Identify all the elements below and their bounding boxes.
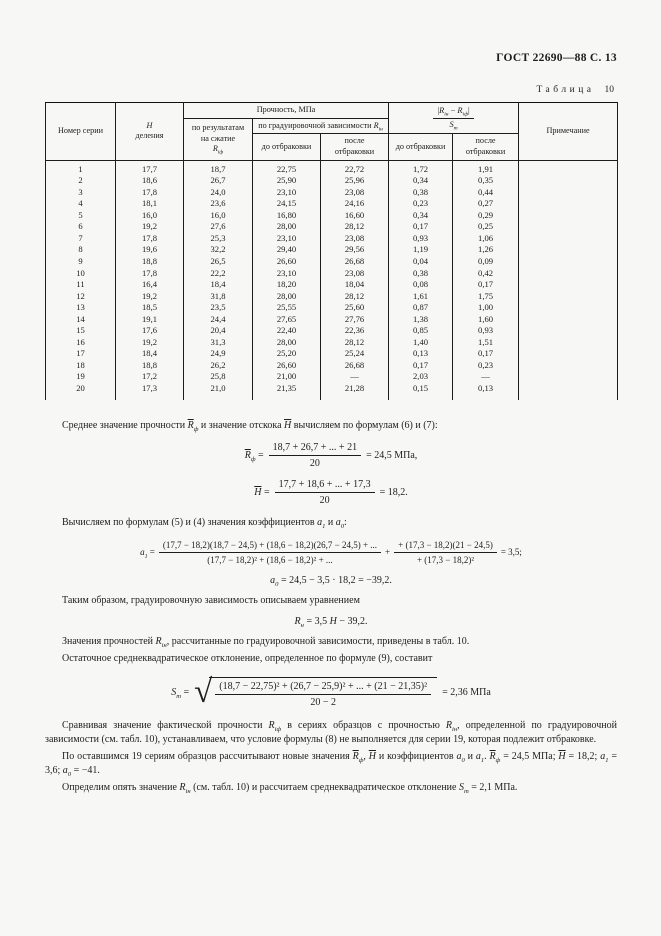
page-title: ГОСТ 22690—88 С. 13	[496, 52, 617, 64]
col-header-ratio	[389, 103, 519, 134]
table-row	[46, 256, 618, 268]
table-cell	[519, 268, 618, 280]
table-row	[46, 348, 618, 360]
table-row	[46, 187, 618, 199]
table-cell: 1,38	[389, 314, 453, 326]
table-cell: 28,12	[321, 221, 389, 233]
table-row	[46, 383, 618, 400]
table-cell: 25,3	[184, 233, 253, 245]
table-cell: 1,61	[389, 291, 453, 303]
table-cell	[519, 291, 618, 303]
table-cell: 17	[46, 348, 116, 360]
table-cell: 0,17	[389, 221, 453, 233]
col-header-series: Номер серии	[46, 103, 116, 161]
table-cell: 31,3	[184, 337, 253, 349]
table-cell: 0,38	[389, 268, 453, 280]
table-cell: 21,00	[253, 371, 321, 383]
paragraph-comparison: Сравнивая значение фактической прочности $R_{iф}$ в сериях образцов с прочностью $R_{iн}$, определенной по градуировочной зависимости (см. табл. 10), устанавливаем, что условие формулы (8) не выполняется для серии 19, которая подлежит отбраковке.	[45, 719, 617, 746]
table-cell	[519, 360, 618, 372]
table-cell: 16,4	[116, 279, 184, 291]
table-cell	[519, 279, 618, 291]
table-header	[46, 103, 618, 161]
table-cell: 28,12	[321, 291, 389, 303]
table-cell: 18,8	[116, 256, 184, 268]
table-caption-number: 10	[604, 85, 614, 95]
table-cell: 0,27	[453, 198, 519, 210]
data-table	[45, 102, 618, 400]
table-cell: 14	[46, 314, 116, 326]
table-cell: 0,25	[453, 221, 519, 233]
table-cell: 26,60	[253, 256, 321, 268]
formula-result: = 2,36 МПа	[442, 686, 491, 698]
formula-lhs: $S_т$ =	[171, 686, 190, 700]
table-cell: 18,4	[116, 348, 184, 360]
col-header-note: Примечание	[519, 103, 618, 161]
table-row	[46, 244, 618, 256]
table-cell: 16,0	[184, 210, 253, 222]
table-cell: 8	[46, 244, 116, 256]
table-cell: 19,6	[116, 244, 184, 256]
table-cell: 27,6	[184, 221, 253, 233]
table-cell: 23,10	[253, 268, 321, 280]
table-cell: 23,6	[184, 198, 253, 210]
table-cell: 25,24	[321, 348, 389, 360]
table-row	[46, 198, 618, 210]
table-cell	[519, 187, 618, 199]
table-cell: 21,28	[321, 383, 389, 400]
formula-mean-rf	[45, 442, 617, 469]
table-cell: 0,35	[453, 175, 519, 187]
paragraph-new-values: По оставшимся 19 сериям образцов рассчитывают новые значения $\overline{R}_ф$, Н и коэффициентов $a_0$ и $a_1$. $\overline{R}_ф = 24,5$ МПа; Н = 18,2; $a_1 = 3,6$; $a_0 = -41$.	[45, 750, 618, 779]
table-cell: 20,4	[184, 325, 253, 337]
table-cell: 0,93	[453, 325, 519, 337]
table-row	[46, 337, 618, 349]
table-cell: 26,68	[321, 360, 389, 372]
col-header-after-1: после отбраковки	[321, 134, 389, 160]
table-cell: 19,1	[116, 314, 184, 326]
table-cell: 17,8	[116, 187, 184, 199]
table-cell: 23,5	[184, 302, 253, 314]
table-cell: 22,2	[184, 268, 253, 280]
table-cell: 25,90	[253, 175, 321, 187]
paragraph-equation-intro: Таким образом, градуировочную зависимость описываем уравнением	[62, 594, 360, 606]
radical-sign: √	[194, 673, 213, 710]
table-cell: 17,6	[116, 325, 184, 337]
table-cell: 23,08	[321, 268, 389, 280]
table-cell: 24,15	[253, 198, 321, 210]
table-cell: 27,65	[253, 314, 321, 326]
col-header-before-2: до отбраковки	[389, 134, 453, 160]
table-cell: 19,2	[116, 291, 184, 303]
table-cell: 26,7	[184, 175, 253, 187]
table-cell: 6	[46, 221, 116, 233]
table-cell: 18,04	[321, 279, 389, 291]
table-cell: 25,55	[253, 302, 321, 314]
table-cell: 26,68	[321, 256, 389, 268]
fraction: $\frac{17,7 + 18,6 + ... + 17,3}{20}$	[275, 479, 375, 506]
table-cell: —	[453, 371, 519, 383]
table-cell: 16	[46, 337, 116, 349]
table-cell	[519, 302, 618, 314]
table-row	[46, 325, 618, 337]
table-cell: 1,91	[453, 160, 519, 175]
table-cell	[519, 337, 618, 349]
table-cell: 1,19	[389, 244, 453, 256]
table-cell: 18,8	[116, 360, 184, 372]
table-cell: 16,80	[253, 210, 321, 222]
table-cell: 0,15	[389, 383, 453, 400]
table-cell: 1,75	[453, 291, 519, 303]
table-cell: 0,38	[389, 187, 453, 199]
table-row	[46, 360, 618, 372]
square-root	[194, 673, 437, 710]
table-cell: 5	[46, 210, 116, 222]
paragraph-final: Определим опять значение $R_{iн}$ (см. табл. 10) и рассчитаем среднеквадратическое отклонение $S_т = 2,1$ МПа.	[62, 781, 518, 795]
table-cell: 0,17	[453, 348, 519, 360]
table-cell	[519, 325, 618, 337]
paragraph-table-values: Значения прочностей $R_{iн}$, рассчитанные по градуировочной зависимости, приведены в табл. 10.	[62, 636, 470, 650]
table-cell: 12	[46, 291, 116, 303]
table-cell: 16,0	[116, 210, 184, 222]
table-cell	[519, 198, 618, 210]
table-cell	[519, 383, 618, 400]
table-row	[46, 233, 618, 245]
table-cell: 11	[46, 279, 116, 291]
table-cell: 17,2	[116, 371, 184, 383]
table-cell	[519, 371, 618, 383]
table-cell: 2,03	[389, 371, 453, 383]
table-cell: 0,85	[389, 325, 453, 337]
col-header-compress: по результатам на сжатие $R_{iф}$	[184, 118, 253, 160]
formula-lhs: Н =	[254, 487, 270, 499]
table-cell: 24,9	[184, 348, 253, 360]
table-cell: 9	[46, 256, 116, 268]
formula-result: = 18,2.	[379, 487, 408, 499]
table-cell: 0,08	[389, 279, 453, 291]
table-cell: 17,8	[116, 233, 184, 245]
table-cell: 17,7	[116, 160, 184, 175]
table-row	[46, 314, 618, 326]
table-cell: 15	[46, 325, 116, 337]
table-body	[46, 160, 618, 399]
table-cell: 29,56	[321, 244, 389, 256]
table-row	[46, 175, 618, 187]
table-cell: 0,42	[453, 268, 519, 280]
table-cell: 1,72	[389, 160, 453, 175]
table-cell: 17,3	[116, 383, 184, 400]
table-cell: 1,51	[453, 337, 519, 349]
col-header-after-2: после отбраковки	[453, 134, 519, 160]
table-cell: 4	[46, 198, 116, 210]
table-cell: 32,2	[184, 244, 253, 256]
fraction: $\frac{+ (17,3 - 18,2)(21 - 24,5)}{\text{+ (17,3 − 18,2)²}}$	[394, 540, 497, 565]
table-cell	[519, 221, 618, 233]
table-cell	[519, 210, 618, 222]
fraction: (17,7 − 18,2)(18,7 − 24,5) + (18,6 − 18,2)(26,7 − 24,5) + ... (17,7 − 18,2)² + (18,6 − 18,2)² + ...	[159, 540, 381, 565]
formula-rn: $R_н = 3,5$ Н − 39,2.	[294, 616, 368, 630]
table-cell: 25,20	[253, 348, 321, 360]
table-cell: 13	[46, 302, 116, 314]
paragraph-mean-intro: Среднее значение прочности $\overline{R}_ф$ и значение отскока Н вычисляем по формулам (6) и (7):	[62, 419, 438, 433]
col-header-before-1: до отбраковки	[253, 134, 321, 160]
table-cell: 0,23	[453, 360, 519, 372]
table-cell: 1,06	[453, 233, 519, 245]
table-caption	[45, 85, 614, 95]
table-cell	[519, 314, 618, 326]
table-cell: 0,17	[389, 360, 453, 372]
table-cell: 26,60	[253, 360, 321, 372]
table-cell: 18,1	[116, 198, 184, 210]
ratio-numerator: $|R_{iн} - R_{iф}|$	[433, 106, 473, 119]
fraction: $\frac{18,7 + 26,7 + ... + 21}{20}$	[269, 442, 361, 469]
ratio-denominator: $S_т$	[449, 119, 458, 132]
table-cell: 25,60	[321, 302, 389, 314]
table-row	[46, 291, 618, 303]
table-cell: 0,44	[453, 187, 519, 199]
table-cell: 3	[46, 187, 116, 199]
table-cell: 18,5	[116, 302, 184, 314]
table-cell: 28,12	[321, 337, 389, 349]
table-cell: 0,93	[389, 233, 453, 245]
table-cell: 10	[46, 268, 116, 280]
table-cell: 22,40	[253, 325, 321, 337]
table-cell: 16,60	[321, 210, 389, 222]
table-cell: 1,26	[453, 244, 519, 256]
square-root-body	[209, 677, 437, 708]
table-cell: 29,40	[253, 244, 321, 256]
table-cell	[519, 244, 618, 256]
table-cell: 18,20	[253, 279, 321, 291]
table-cell: 1,60	[453, 314, 519, 326]
table-cell: 1,40	[389, 337, 453, 349]
table-cell	[519, 175, 618, 187]
table-row	[46, 279, 618, 291]
table-row	[46, 268, 618, 280]
table-cell: 1,00	[453, 302, 519, 314]
table-cell: —	[321, 371, 389, 383]
table-row	[46, 210, 618, 222]
paragraph-deviation-intro: Остаточное среднеквадратическое отклонение, определенное по формуле (9), составит	[62, 652, 433, 664]
table-cell: 24,4	[184, 314, 253, 326]
table-cell: 22,36	[321, 325, 389, 337]
table-cell: 19,2	[116, 337, 184, 349]
table-cell: 23,08	[321, 187, 389, 199]
table-cell: 28,00	[253, 291, 321, 303]
table-cell: 17,8	[116, 268, 184, 280]
table-cell: 18	[46, 360, 116, 372]
table-cell: 1	[46, 160, 116, 175]
table-cell: 19	[46, 371, 116, 383]
formula-result: = 24,5 МПа,	[366, 450, 418, 462]
table-cell: 0,13	[389, 348, 453, 360]
table-cell: 28,00	[253, 337, 321, 349]
table-row	[46, 371, 618, 383]
table-cell: 0,29	[453, 210, 519, 222]
ratio-fraction	[433, 106, 473, 131]
formula-a1	[45, 540, 617, 565]
table-cell: 7	[46, 233, 116, 245]
formula-st	[45, 673, 617, 710]
table-cell: 25,8	[184, 371, 253, 383]
table-cell: 25,96	[321, 175, 389, 187]
table-cell	[519, 160, 618, 175]
table-cell: 23,10	[253, 187, 321, 199]
table-row	[46, 160, 618, 175]
table-cell	[519, 256, 618, 268]
table-cell: 24,16	[321, 198, 389, 210]
table-cell: 0,34	[389, 210, 453, 222]
table-cell: 19,2	[116, 221, 184, 233]
paragraph-coefficients-intro: Вычисляем по формулам (5) и (4) значения коэффициентов $a_1$ и $a_0$:	[62, 517, 347, 531]
table-cell: 20	[46, 383, 116, 400]
formula-mean-h	[45, 479, 617, 506]
formula-lhs: $a_1$ =	[140, 547, 155, 561]
table-cell: 28,00	[253, 221, 321, 233]
table-cell: 23,08	[321, 233, 389, 245]
formula-a0: $a_0 = 24,5 - 3,5 \cdot 18,2 = -39,2$.	[270, 574, 392, 588]
table-cell	[519, 348, 618, 360]
table-cell: 27,76	[321, 314, 389, 326]
table-cell: 24,0	[184, 187, 253, 199]
table-cell: 26,2	[184, 360, 253, 372]
table-cell: 0,04	[389, 256, 453, 268]
table-cell: 18,6	[116, 175, 184, 187]
table-caption-word: Таблица	[536, 85, 595, 95]
formula-lhs: $\overline{R}_ф$ =	[244, 450, 264, 464]
fraction: $\frac{\text{(18,7 − 22,75)² + (26,7 − 25,9)² + ... + (21 − 21,35)²}}{20 - 2}$	[215, 681, 431, 708]
col-header-strength-group: Прочность, МПа	[184, 103, 389, 119]
table-cell: 0,34	[389, 175, 453, 187]
table-cell: 18,7	[184, 160, 253, 175]
table-cell	[519, 233, 618, 245]
table-row	[46, 221, 618, 233]
table-cell: 18,4	[184, 279, 253, 291]
table-cell: 22,75	[253, 160, 321, 175]
table-cell: 23,10	[253, 233, 321, 245]
table-cell: 31,8	[184, 291, 253, 303]
table-cell: 2	[46, 175, 116, 187]
table-cell: 0,09	[453, 256, 519, 268]
table-row	[46, 302, 618, 314]
plus-sign: +	[385, 547, 391, 558]
col-header-h: Н деления	[116, 103, 184, 161]
table-cell: 0,87	[389, 302, 453, 314]
col-header-calibration-group: по градуировочной зависимости $R_{iн}$	[253, 118, 389, 134]
table-cell: 0,17	[453, 279, 519, 291]
table-cell: 0,23	[389, 198, 453, 210]
table-cell: 0,13	[453, 383, 519, 400]
table-cell: 26,5	[184, 256, 253, 268]
table-cell: 21,35	[253, 383, 321, 400]
formula-result: = 3,5;	[500, 547, 522, 558]
table-cell: 22,72	[321, 160, 389, 175]
table-cell: 21,0	[184, 383, 253, 400]
